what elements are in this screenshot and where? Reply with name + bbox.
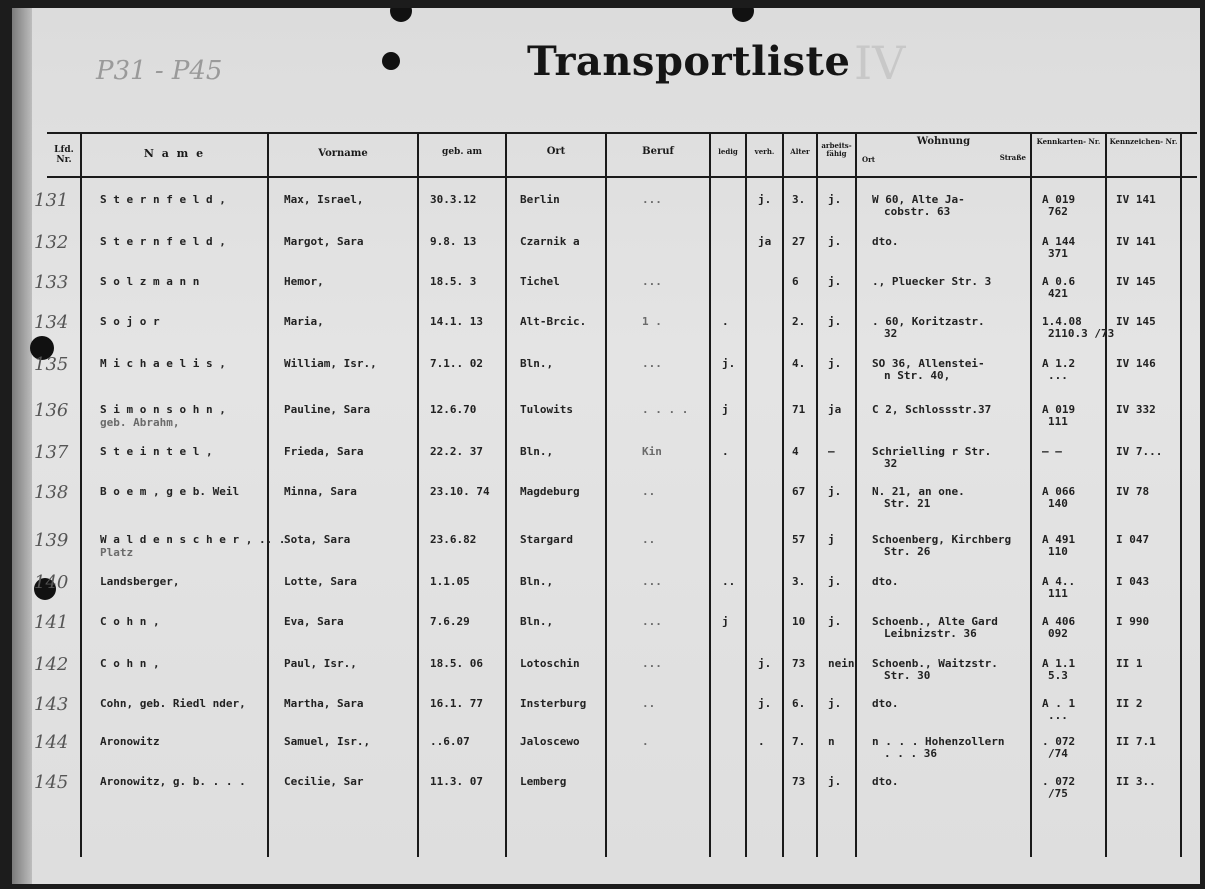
row-ledig-cell: . [722, 445, 729, 458]
row-alter-cell: 73 [792, 775, 806, 788]
row-ort-cell: Czarnik a [520, 235, 580, 248]
header-name: N a m e [143, 147, 206, 160]
row-geb-cell: 11.3. 07 [430, 775, 483, 788]
row-geb-cell: 12.6.70 [430, 403, 477, 416]
row-kk-cell: A 491 [1042, 533, 1076, 546]
row-kk-cell: /75 [1048, 787, 1068, 800]
row-arbeits-cell: j. [828, 357, 842, 370]
row-kk-cell: A 144 [1042, 235, 1076, 248]
punch-hole [382, 52, 400, 70]
row-geb-cell: 22.2. 37 [430, 445, 483, 458]
row-kz-cell: IV 146 [1116, 357, 1156, 370]
row-wohnung-cell: cobstr. 63 [884, 205, 951, 218]
row-kz-cell: I 043 [1116, 575, 1150, 588]
header-kennkarten: Kennkarten- Nr. [1036, 137, 1101, 146]
row-verh-cell: j. [758, 193, 772, 206]
header-arbeitsfaehig: arbeits- fähig [821, 141, 852, 158]
row-wohnung-cell: n Str. 40, [884, 369, 951, 382]
row-wohnung-cell: Schoenb., Alte Gard [872, 615, 998, 628]
row-lfd-cell: 143 [34, 694, 69, 715]
row-kz-cell: II 2 [1116, 697, 1143, 710]
row-alter-cell: 6 [792, 275, 799, 288]
row-geb-cell: 1.1.05 [430, 575, 470, 588]
row-wohnung-cell: dto. [872, 235, 899, 248]
row-wohnung-cell: Schoenberg, Kirchberg [872, 533, 1012, 546]
row-vorname-cell: Minna, Sara [284, 485, 357, 498]
row-beruf-cell: ... [642, 657, 662, 670]
row-alter-cell: 10 [792, 615, 806, 628]
row-arbeits-cell: j. [828, 193, 842, 206]
row-kk-cell: 421 [1048, 287, 1068, 300]
row-name-cell: Platz [100, 546, 134, 559]
row-arbeits-cell: — [828, 445, 835, 458]
row-geb-cell: 30.3.12 [430, 193, 477, 206]
row-kk-cell: 1.4.08 [1042, 315, 1082, 328]
row-ort-cell: Lemberg [520, 775, 567, 788]
row-geb-cell: 7.6.29 [430, 615, 470, 628]
row-arbeits-cell: j [828, 533, 835, 546]
row-wohnung-cell: . . . 36 [884, 747, 937, 760]
row-kz-cell: IV 141 [1116, 193, 1156, 206]
row-arbeits-cell: nein [828, 657, 855, 670]
header-beruf: Beruf [642, 146, 674, 157]
row-kk-cell: A 4.. [1042, 575, 1076, 588]
row-kk-cell: ... [1048, 709, 1068, 722]
header-kennzeichen: Kennzeichen- Nr. [1109, 137, 1178, 146]
row-lfd-cell: 144 [34, 732, 69, 753]
row-beruf-cell: 1 . [642, 315, 662, 328]
row-ort-cell: Magdeburg [520, 485, 580, 498]
table-top-rule [47, 132, 1197, 134]
row-lfd-cell: 131 [34, 190, 69, 211]
row-lfd-cell: 141 [34, 612, 69, 633]
row-arbeits-cell: j. [828, 697, 842, 710]
row-lfd-cell: 132 [34, 232, 69, 253]
row-verh-cell: j. [758, 657, 772, 670]
row-kz-cell: I 990 [1116, 615, 1150, 628]
row-geb-cell: ..6.07 [430, 735, 470, 748]
column-divider [709, 132, 711, 857]
row-alter-cell: 71 [792, 403, 806, 416]
row-ort-cell: Bln., [520, 445, 554, 458]
row-beruf-cell: ... [642, 615, 662, 628]
row-geb-cell: 23.10. 74 [430, 485, 490, 498]
header-geb: geb. am [442, 147, 482, 157]
row-name-cell: Aronowitz, g. b. . . . [100, 775, 246, 788]
row-wohnung-cell: n . . . Hohenzollern [872, 735, 1005, 748]
row-kk-cell: A 406 [1042, 615, 1076, 628]
row-name-cell: M i c h a e l i s , [100, 357, 226, 370]
row-name-cell: Landsberger, [100, 575, 180, 588]
row-alter-cell: 73 [792, 657, 806, 670]
row-kz-cell: II 1 [1116, 657, 1143, 670]
row-alter-cell: 6. [792, 697, 806, 710]
row-kk-cell: 371 [1048, 247, 1068, 260]
row-alter-cell: 7. [792, 735, 806, 748]
row-wohnung-cell: dto. [872, 697, 899, 710]
row-kk-cell: A . 1 [1042, 697, 1076, 710]
row-verh-cell: . [758, 735, 765, 748]
row-kk-cell: A 019 [1042, 403, 1076, 416]
row-verh-cell: ja [758, 235, 772, 248]
row-beruf-cell: . [642, 735, 649, 748]
row-arbeits-cell: j. [828, 485, 842, 498]
row-lfd-cell: 133 [34, 272, 69, 293]
row-arbeits-cell: j. [828, 275, 842, 288]
row-arbeits-cell: n [828, 735, 835, 748]
row-wohnung-cell: Leibnizstr. 36 [884, 627, 977, 640]
header-wohnung-strasse: Straße [999, 153, 1026, 162]
row-alter-cell: 3. [792, 193, 806, 206]
row-kz-cell: IV 78 [1116, 485, 1150, 498]
row-geb-cell: 23.6.82 [430, 533, 477, 546]
row-kk-cell: 5.3 [1048, 669, 1068, 682]
row-wohnung-cell: . 60, Koritzastr. [872, 315, 985, 328]
transport-list-document [12, 8, 1200, 884]
row-beruf-cell: .. [642, 697, 656, 710]
row-alter-cell: 57 [792, 533, 806, 546]
row-lfd-cell: 140 [34, 572, 69, 593]
header-lfd: Lfd. Nr. [54, 145, 74, 165]
row-alter-cell: 27 [792, 235, 806, 248]
row-vorname-cell: Eva, Sara [284, 615, 344, 628]
row-geb-cell: 14.1. 13 [430, 315, 483, 328]
row-vorname-cell: Frieda, Sara [284, 445, 364, 458]
row-kz-cell: IV 145 [1116, 275, 1156, 288]
row-kk-cell: 111 [1048, 415, 1068, 428]
row-wohnung-cell: Str. 26 [884, 545, 931, 558]
row-geb-cell: 18.5. 06 [430, 657, 483, 670]
column-divider [745, 132, 747, 857]
row-name-cell: B o e m , g e b. Weil [100, 485, 240, 498]
header-wohnung: Wohnung [916, 136, 971, 147]
row-kz-cell: IV 332 [1116, 403, 1156, 416]
row-ort-cell: Jaloscewo [520, 735, 580, 748]
page-edge-shadow [12, 8, 32, 884]
row-arbeits-cell: j. [828, 575, 842, 588]
row-kk-cell: . 072 [1042, 775, 1076, 788]
row-kk-cell: 140 [1048, 497, 1068, 510]
column-divider [1180, 132, 1182, 857]
row-lfd-cell: 134 [34, 312, 69, 333]
row-name-cell: S t e r n f e l d , [100, 193, 226, 206]
header-ledig: ledig [718, 147, 738, 156]
row-ort-cell: Insterburg [520, 697, 587, 710]
header-ort: Ort [546, 146, 566, 157]
row-ledig-cell: .. [722, 575, 736, 588]
row-wohnung-cell: 32 [884, 457, 898, 470]
row-name-cell: S i m o n s o h n , [100, 403, 226, 416]
column-divider [855, 132, 857, 857]
row-wohnung-cell: dto. [872, 575, 899, 588]
row-beruf-cell: ... [642, 275, 662, 288]
row-kk-cell: 092 [1048, 627, 1068, 640]
row-name-cell: S o j o r [100, 315, 160, 328]
row-beruf-cell: . . . . [642, 403, 689, 416]
row-lfd-cell: 142 [34, 654, 69, 675]
row-wohnung-cell: C 2, Schlossstr.37 [872, 403, 992, 416]
row-wohnung-cell: W 60, Alte Ja- [872, 193, 965, 206]
row-wohnung-cell: Str. 21 [884, 497, 931, 510]
row-kk-cell: A 019 [1042, 193, 1076, 206]
row-wohnung-cell: Str. 30 [884, 669, 931, 682]
row-kz-cell: IV 7... [1116, 445, 1163, 458]
row-kk-cell: 2110.3 /73 [1048, 327, 1115, 340]
row-kz-cell: IV 145 [1116, 315, 1156, 328]
row-wohnung-cell: dto. [872, 775, 899, 788]
row-name-cell: S t e i n t e l , [100, 445, 213, 458]
row-ort-cell: Bln., [520, 575, 554, 588]
table-header-rule [47, 176, 1197, 178]
row-arbeits-cell: j. [828, 775, 842, 788]
pencil-annotation: P31 - P45 [96, 56, 223, 86]
row-ort-cell: Stargard [520, 533, 573, 546]
column-divider [1030, 132, 1032, 857]
row-beruf-cell: Kin [642, 445, 662, 458]
row-kk-cell: A 066 [1042, 485, 1076, 498]
header-wohnung-ort: Ort [862, 155, 876, 164]
column-divider [782, 132, 784, 857]
row-geb-cell: 9.8. 13 [430, 235, 477, 248]
punch-hole [732, 8, 754, 22]
row-geb-cell: 7.1.. 02 [430, 357, 483, 370]
row-arbeits-cell: j. [828, 315, 842, 328]
row-alter-cell: 4. [792, 357, 806, 370]
column-divider [505, 132, 507, 857]
row-beruf-cell: ... [642, 357, 662, 370]
row-name-cell: W a l d e n s c h e r , .. . [100, 533, 286, 546]
header-verh: verh. [754, 147, 775, 156]
row-kk-cell: ... [1048, 369, 1068, 382]
column-divider [267, 132, 269, 857]
row-ort-cell: Lotoschin [520, 657, 580, 670]
row-name-cell: geb. Abrahm, [100, 416, 180, 429]
row-vorname-cell: Max, Israel, [284, 193, 364, 206]
row-vorname-cell: Margot, Sara [284, 235, 364, 248]
row-alter-cell: 3. [792, 575, 806, 588]
row-vorname-cell: Martha, Sara [284, 697, 364, 710]
row-kk-cell: A 1.1 [1042, 657, 1076, 670]
row-name-cell: C o h n , [100, 657, 160, 670]
row-geb-cell: 16.1. 77 [430, 697, 483, 710]
row-wohnung-cell: 32 [884, 327, 898, 340]
row-kk-cell: 762 [1048, 205, 1068, 218]
row-arbeits-cell: ja [828, 403, 842, 416]
row-vorname-cell: Paul, Isr., [284, 657, 357, 670]
row-alter-cell: 2. [792, 315, 806, 328]
row-ort-cell: Tulowits [520, 403, 573, 416]
row-kk-cell: 110 [1048, 545, 1068, 558]
row-beruf-cell: .. [642, 485, 656, 498]
row-ledig-cell: . [722, 315, 729, 328]
row-name-cell: Aronowitz [100, 735, 160, 748]
row-wohnung-cell: SO 36, Allenstei- [872, 357, 985, 370]
column-divider [417, 132, 419, 857]
row-kk-cell: /74 [1048, 747, 1068, 760]
row-alter-cell: 4 [792, 445, 799, 458]
row-vorname-cell: Pauline, Sara [284, 403, 371, 416]
row-beruf-cell: ... [642, 193, 662, 206]
row-kz-cell: IV 141 [1116, 235, 1156, 248]
row-kk-cell: A 1.2 [1042, 357, 1076, 370]
row-lfd-cell: 137 [34, 442, 69, 463]
header-vorname: Vorname [318, 148, 368, 159]
document-title: Transportliste [527, 38, 851, 85]
row-beruf-cell: .. [642, 533, 656, 546]
row-arbeits-cell: j. [828, 615, 842, 628]
row-name-cell: S t e r n f e l d , [100, 235, 226, 248]
row-ort-cell: Bln., [520, 357, 554, 370]
row-wohnung-cell: Schoenb., Waitzstr. [872, 657, 998, 670]
row-vorname-cell: Cecilie, Sar [284, 775, 364, 788]
row-beruf-cell: ... [642, 575, 662, 588]
row-ledig-cell: j [722, 615, 729, 628]
row-name-cell: S o l z m a n n [100, 275, 200, 288]
row-vorname-cell: Lotte, Sara [284, 575, 357, 588]
row-ort-cell: Tichel [520, 275, 560, 288]
row-kz-cell: I 047 [1116, 533, 1150, 546]
row-arbeits-cell: j. [828, 235, 842, 248]
punch-hole [390, 8, 412, 22]
row-geb-cell: 18.5. 3 [430, 275, 477, 288]
row-vorname-cell: Sota, Sara [284, 533, 351, 546]
row-kk-cell: . 072 [1042, 735, 1076, 748]
row-lfd-cell: 145 [34, 772, 69, 793]
row-kk-cell: 111 [1048, 587, 1068, 600]
row-lfd-cell: 136 [34, 400, 69, 421]
row-vorname-cell: Maria, [284, 315, 324, 328]
row-wohnung-cell: ., Pluecker Str. 3 [872, 275, 992, 288]
row-vorname-cell: Hemor, [284, 275, 324, 288]
row-kk-cell: A 0.6 [1042, 275, 1076, 288]
row-lfd-cell: 138 [34, 482, 69, 503]
column-divider [816, 132, 818, 857]
column-divider [605, 132, 607, 857]
row-alter-cell: 67 [792, 485, 806, 498]
row-ort-cell: Alt-Brcic. [520, 315, 587, 328]
row-name-cell: C o h n , [100, 615, 160, 628]
row-ledig-cell: j [722, 403, 729, 416]
row-lfd-cell: 135 [34, 354, 69, 375]
row-verh-cell: j. [758, 697, 772, 710]
header-alter: Alter [790, 147, 810, 156]
roman-numeral: IV [854, 36, 906, 90]
row-wohnung-cell: N. 21, an one. [872, 485, 965, 498]
row-vorname-cell: William, Isr., [284, 357, 377, 370]
row-kz-cell: II 3.. [1116, 775, 1156, 788]
row-ledig-cell: j. [722, 357, 736, 370]
row-kz-cell: II 7.1 [1116, 735, 1156, 748]
row-kk-cell: — — [1042, 445, 1062, 458]
row-vorname-cell: Samuel, Isr., [284, 735, 371, 748]
row-wohnung-cell: Schrielling r Str. [872, 445, 992, 458]
row-ort-cell: Bln., [520, 615, 554, 628]
row-lfd-cell: 139 [34, 530, 69, 551]
row-ort-cell: Berlin [520, 193, 560, 206]
column-divider [1105, 132, 1107, 857]
row-name-cell: Cohn, geb. Riedl nder, [100, 697, 246, 710]
